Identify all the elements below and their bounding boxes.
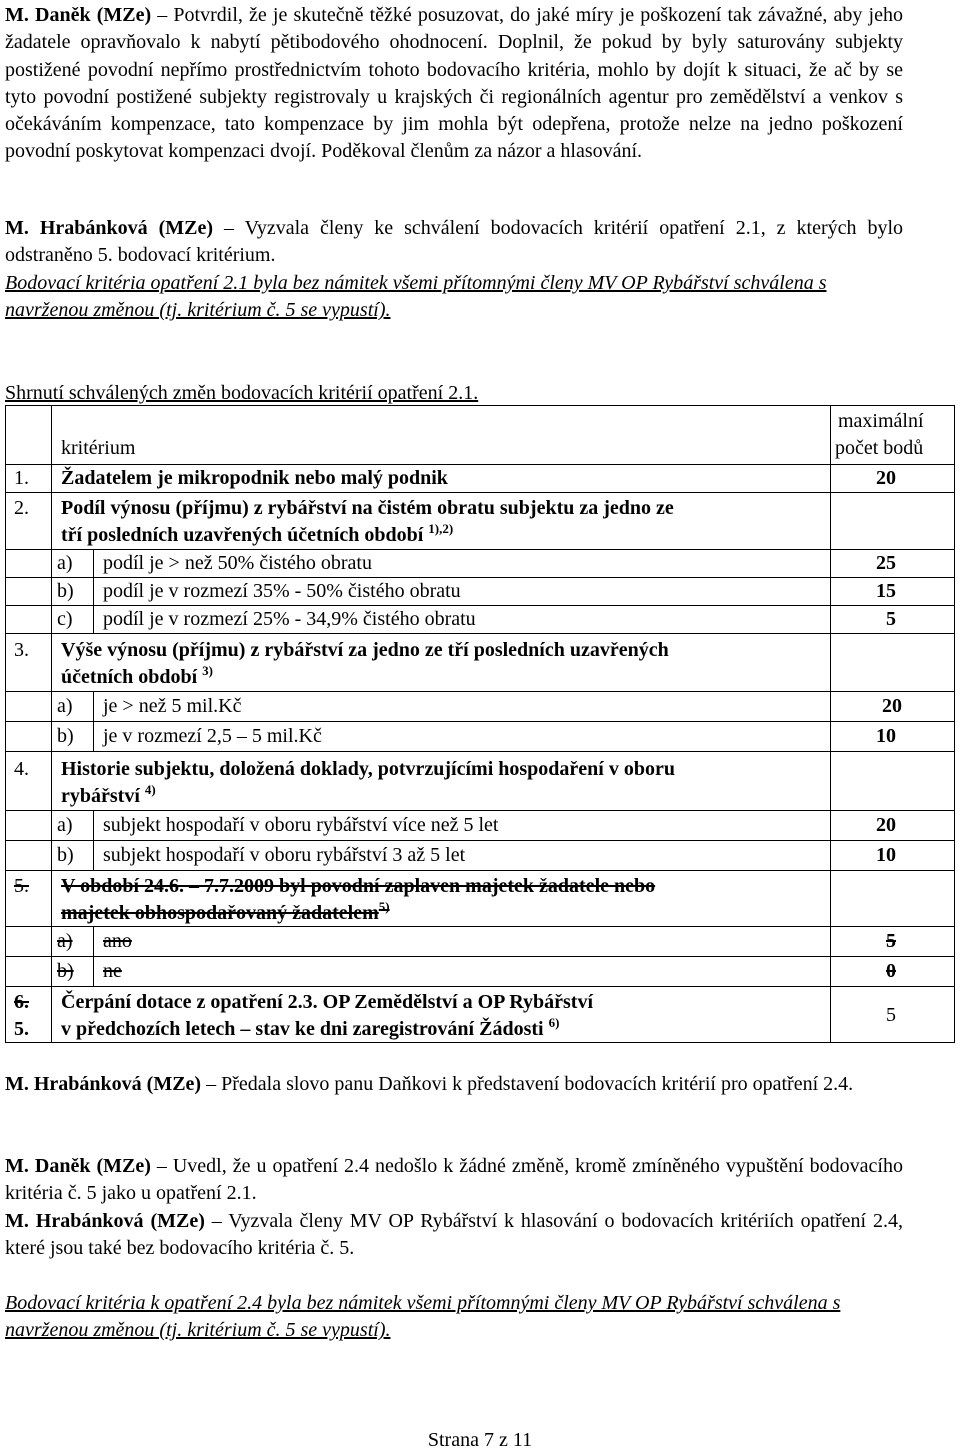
option-text: je v rozmezí 2,5 – 5 mil.Kč: [103, 725, 322, 747]
header-criterion: kritérium: [61, 437, 136, 459]
option-points: 15: [876, 580, 896, 602]
speaker-name: M. Hrabánková (MZe): [5, 1210, 205, 1232]
table-subrow: [6, 810, 954, 841]
option-text: podíl je v rozmezí 35% - 50% čistého obratu: [103, 580, 461, 602]
paragraph-danek-2: [5, 1153, 903, 1208]
option-label: c): [57, 608, 73, 630]
table-subrow: [6, 549, 954, 578]
footnote-ref: 3): [202, 663, 213, 678]
option-text: ne: [103, 960, 122, 982]
criterion-text: Žadatelem je mikropodnik nebo malý podnik: [61, 467, 448, 489]
criterion-text: Podíl výnosu (příjmu) z rybářství na čistém obratu subjektu za jedno ze: [61, 497, 674, 519]
footnote-ref: 1),2): [428, 521, 454, 536]
option-label: a): [57, 552, 73, 574]
option-points: 0: [886, 960, 896, 982]
speaker-name: M. Hrabánková (MZe): [5, 1073, 202, 1095]
option-label: a): [57, 695, 73, 717]
option-points: 20: [876, 814, 896, 836]
row-number: 5.: [14, 875, 29, 897]
table-subrow: [6, 721, 954, 752]
option-points: 25: [876, 552, 896, 574]
paragraph-text: – Vyzvala členy MV OP Rybářství k hlasování o bodovacích kritériích opatření 2.4, které jsou také bez bodovacího kritéria č. 5.: [5, 1210, 903, 1260]
page-number: Strana 7 z 11: [427, 1429, 533, 1451]
summary-heading: [5, 380, 903, 407]
footnote-ref: 5): [378, 899, 390, 914]
option-points: 10: [876, 844, 896, 866]
table-row: [6, 464, 954, 493]
criterion-text: Čerpání dotace z opatření 2.3. OP Zemědělství a OP Rybářství: [61, 991, 594, 1013]
option-points: 20: [882, 695, 902, 717]
option-text: subjekt hospodaří v oboru rybářství 3 až 5 let: [103, 844, 466, 866]
paragraph-hrabankova-2: [5, 1071, 903, 1098]
option-label: b): [57, 725, 74, 747]
resolution-text: Bodovací kritéria opatření 2.1 byla bez námitek všemi přítomnými členy MV OP Rybářství schválena s navrženou změnou (tj. kritérium č. 5 se vypustí).: [5, 272, 827, 322]
criterion-text: Výše výnosu (příjmu) z rybářství za jedno ze tří posledních uzavřených: [61, 639, 669, 661]
row-number: 1.: [14, 467, 29, 489]
row-number: 3.: [14, 639, 29, 661]
criteria-table: [5, 405, 955, 1043]
option-text: je > než 5 mil.Kč: [103, 695, 242, 717]
option-label: b): [57, 960, 74, 982]
criterion-text: V období 24.6. – 7.7.2009 byl povodní zaplaven majetek žadatele nebo: [61, 875, 656, 897]
row-number-old: 6.: [14, 991, 29, 1013]
option-text: ano: [103, 930, 132, 952]
criterion-text: majetek obhospodařovaný žadatelem: [61, 902, 379, 924]
speaker-name: M. Daněk (MZe): [5, 1155, 151, 1177]
paragraph-text: – Potvrdil, že je skutečně těžké posuzovat, do jaké míry je poškození tak závažné, aby jeho žadatele opravňovalo k nabytí pětibodového ohodnocení. Doplnil, že pokud by byly saturovány subjekty postižené povodní nepřímo prostřednictvím tohoto bodovacího kritéria, mohlo by dojít k situaci, že ač by se tyto povodní postižené subjekty registrovaly u krajských či regionálních agentur pro zemědělství a venkov s očekáváním kompenzace, tato kompenzace by jim mohla být odepřena, protože nelze na jedno poškození povodní poskytovat kompenzaci dvojí. Poděkoval členům za názor a hlasování.: [5, 4, 903, 163]
row-number: 4.: [14, 758, 29, 780]
table-header-row: [6, 406, 954, 464]
option-label: a): [57, 930, 73, 952]
table-row: [6, 986, 954, 1043]
criterion-text: v předchozích letech – stav ke dni zaregistrování Žádosti: [61, 1018, 544, 1040]
option-points: 10: [876, 725, 896, 747]
table-row: [6, 751, 954, 811]
table-subrow: [6, 605, 954, 634]
table-subrow-deleted: [6, 926, 954, 957]
criterion-text: tří posledních uzavřených účetních období: [61, 524, 424, 546]
header-points-line2: počet bodů: [835, 437, 924, 459]
option-label: b): [57, 844, 74, 866]
footnote-ref: 4): [144, 782, 156, 797]
paragraph-danek-1: [5, 2, 903, 166]
paragraph-text: – Uvedl, že u opatření 2.4 nedošlo k žádné změně, kromě zmíněného vypuštění bodovacího kritéria č. 5 jako u opatření 2.1.: [5, 1155, 903, 1205]
criterion-text: rybářství: [61, 785, 140, 807]
resolution-2-1: [5, 270, 903, 325]
speaker-name: M. Hrabánková (MZe): [5, 217, 214, 239]
row-number: 2.: [14, 497, 29, 519]
row-number-new: 5.: [14, 1018, 29, 1040]
option-label: b): [57, 580, 74, 602]
table-row: [6, 633, 954, 692]
table-row-deleted: [6, 870, 954, 927]
paragraph-text: – Předala slovo panu Daňkovi k představení bodovacích kritérií pro opatření 2.4.: [201, 1073, 854, 1095]
option-text: podíl je > než 50% čistého obratu: [103, 552, 372, 574]
resolution-text: Bodovací kritéria k opatření 2.4 byla bez námitek všemi přítomnými členy MV OP Rybářství schválena s navrženou změnou (tj. kritérium č. 5 se vypustí).: [5, 1292, 841, 1342]
table-subrow: [6, 577, 954, 606]
option-label: a): [57, 814, 73, 836]
header-points-line1: maximální: [838, 410, 924, 432]
table-subrow: [6, 691, 954, 722]
option-points: 5: [886, 608, 896, 630]
footnote-ref: 6): [548, 1015, 560, 1030]
option-points: 5: [886, 930, 896, 952]
paragraph-hrabankova-1: [5, 215, 903, 270]
paragraph-text: – Vyzvala členy ke schválení bodovacích kritérií opatření 2.1, z kterých bylo odstraněno 5. bodovací kritérium.: [5, 217, 904, 267]
option-text: podíl je v rozmezí 25% - 34,9% čistého obratu: [103, 608, 476, 630]
table-subrow-deleted: [6, 956, 954, 987]
criterion-text: Historie subjektu, doložená doklady, potvrzujícími hospodaření v oboru: [61, 758, 675, 780]
table-subrow: [6, 840, 954, 871]
criterion-text: účetních období: [61, 666, 198, 688]
paragraph-hrabankova-3: [5, 1208, 903, 1263]
option-text: subjekt hospodaří v oboru rybářství více než 5 let: [103, 814, 499, 836]
speaker-name: M. Daněk (MZe): [5, 4, 152, 26]
criterion-points: 20: [876, 467, 896, 489]
resolution-2-4: [5, 1290, 903, 1345]
summary-heading-text: Shrnutí schválených změn bodovacích kritérií opatření 2.1.: [5, 382, 479, 404]
criterion-points: 5: [886, 1004, 896, 1026]
table-row: [6, 492, 954, 550]
